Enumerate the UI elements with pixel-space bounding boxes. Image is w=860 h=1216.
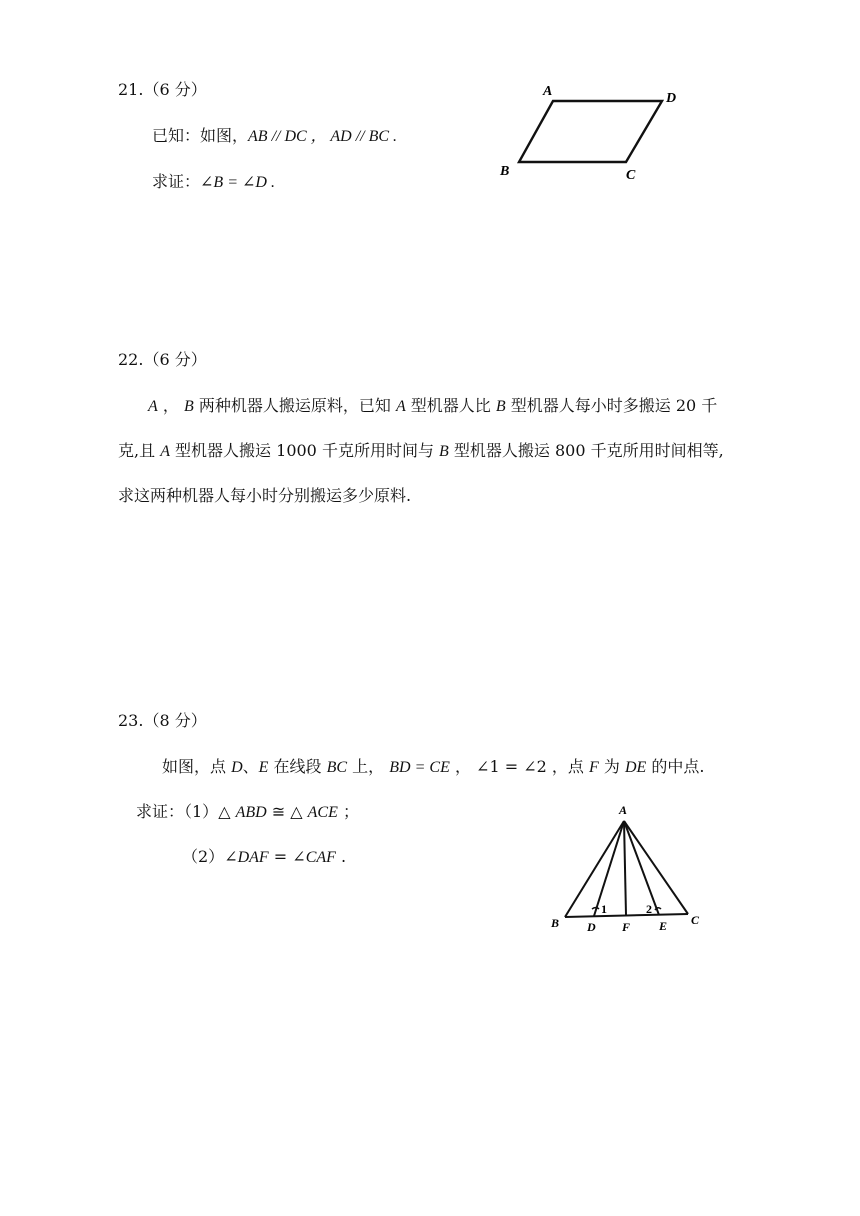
- q22-line1-segment: 两种机器人搬运原料，已知: [193, 396, 396, 415]
- q23-prove-2: [182, 847, 346, 868]
- q23-label-B: B: [551, 916, 560, 930]
- q21-prove-math: ∠B = ∠D .: [200, 174, 275, 191]
- q22-header: 22.（6 分）: [118, 350, 207, 369]
- q22-line1-segment: A: [395, 398, 406, 415]
- q23-triangle-figure: [545, 800, 715, 935]
- q23-line1-segment: E: [258, 759, 269, 776]
- q23-label-E: E: [659, 919, 668, 933]
- q21-parallelogram-figure: [495, 80, 695, 185]
- q23-line1-segment: BD = CE: [389, 759, 450, 776]
- q23-segment-AD: [594, 821, 624, 916]
- q23-prove-1: [136, 802, 359, 823]
- q23-prove-1-math: [218, 802, 359, 821]
- q23-prove2-segment: = ∠: [268, 847, 306, 866]
- q22-line1-segment: B: [183, 398, 194, 415]
- q23-line1-segment: D: [231, 759, 243, 776]
- q22-line1-segment: B: [495, 398, 506, 415]
- q23-segment-AF: [624, 821, 626, 915]
- q23-line1-segment: DE: [624, 759, 647, 776]
- q22-line2-segment: B: [439, 443, 449, 460]
- q23-label-F: F: [622, 920, 631, 934]
- q22-line-2: [118, 441, 724, 462]
- q21-prove: [152, 172, 275, 193]
- q21-label-D: D: [666, 91, 677, 106]
- q23-label-A: A: [619, 803, 628, 817]
- q23-line1-segment: 在线段: [268, 757, 327, 776]
- q23-line1-segment: F: [588, 759, 599, 776]
- q23-header: 23.（8 分）: [118, 711, 207, 730]
- q21-given: [152, 126, 397, 147]
- q23-prove1-segment: ACE: [307, 804, 338, 821]
- q23-prove1-segment: ；: [337, 802, 359, 821]
- q22-line1-segment: 型机器人每小时多搬运 20 千: [505, 396, 718, 415]
- q23-line1-segment: BC: [326, 759, 348, 776]
- q23-prove1-segment: ABD: [235, 804, 267, 821]
- q22-line2-segment: 克,且: [118, 441, 161, 460]
- q22-line2-segment: A: [160, 443, 170, 460]
- q21-prove-prefix: 求证：: [152, 172, 201, 191]
- q23-line1-segment: 如图，点: [162, 757, 232, 776]
- q22-line2-segment: 型机器人搬运 1000 千克所用时间与: [169, 441, 440, 460]
- q23-label-C: C: [691, 913, 700, 927]
- q23-label-angle-2: 2: [646, 902, 652, 916]
- q23-prove2-segment: ∠: [224, 847, 238, 866]
- q23-segment-AE: [624, 821, 659, 915]
- q23-label-D: D: [587, 920, 596, 934]
- q22-line1-segment: 型机器人比: [405, 396, 496, 415]
- q22-line2-segment: 型机器人搬运 800 千克所用时间相等,: [448, 441, 724, 460]
- q22-line-1: [148, 396, 717, 417]
- q23-prove2-segment: .: [335, 847, 347, 866]
- q22-line1-segment: ，: [157, 396, 184, 415]
- q23-segment-AC: [624, 821, 688, 914]
- q23-prove-2-math: [224, 847, 346, 866]
- q23-prove2-segment: DAF: [237, 849, 269, 866]
- q21-label-A: A: [543, 84, 553, 99]
- q23-line1-segment: ， ∠1 = ∠2 ，点: [449, 757, 589, 776]
- q22-line-3: 求这两种机器人每小时分别搬运多少原料.: [118, 486, 412, 505]
- q23-line1-segment: 、: [242, 757, 259, 776]
- q23-prove-2-prefix: （2）: [182, 847, 225, 866]
- q23-prove2-segment: CAF: [305, 849, 336, 866]
- q23-line-1: [162, 757, 704, 778]
- q23-line1-segment: 上，: [347, 757, 390, 776]
- q21-label-C: C: [626, 168, 636, 183]
- q23-prove1-segment: ≅ △: [266, 802, 308, 821]
- q23-label-angle-1: 1: [601, 902, 607, 916]
- q21-label-B: B: [500, 164, 510, 179]
- q21-given-math: AB // DC ， AD // BC .: [248, 128, 398, 145]
- q22-line1-segment: A: [148, 398, 158, 415]
- q23-line1-segment: 的中点.: [646, 757, 705, 776]
- q23-line1-segment: 为: [598, 757, 625, 776]
- q23-segment-AB: [565, 821, 624, 917]
- q21-header: 21.（6 分）: [118, 80, 207, 99]
- q21-parallelogram: [519, 101, 662, 162]
- q23-prove1-segment: △: [218, 802, 236, 821]
- q23-prove-prefix: 求证：（1）: [136, 802, 219, 821]
- q21-given-prefix: 已知：如图，: [152, 126, 249, 145]
